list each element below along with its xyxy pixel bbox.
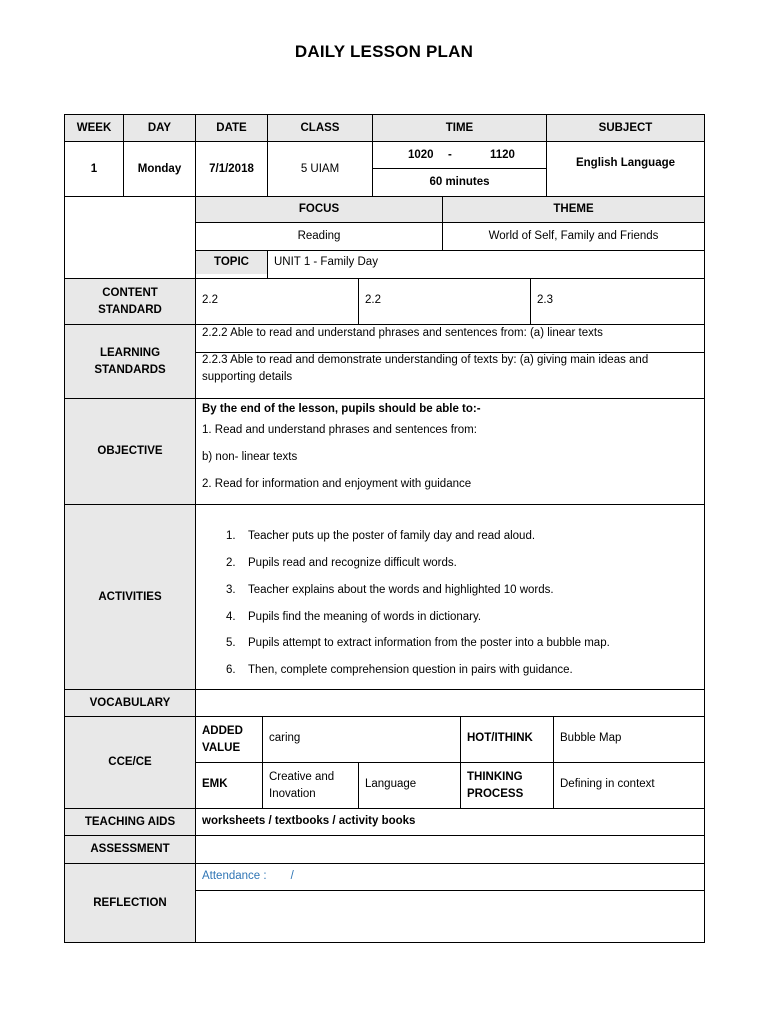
topic-label: TOPIC (196, 251, 267, 274)
content-standard-3: 2.3 (537, 293, 553, 306)
attendance-line (196, 864, 704, 888)
emk-label: EMK (202, 777, 228, 790)
theme-header: THEME (443, 197, 704, 222)
assessment-label: ASSESSMENT (65, 836, 195, 863)
week-value: 1 (90, 162, 98, 175)
activity-number: 2. (226, 557, 236, 569)
activity-text: Teacher puts up the poster of family day and read aloud. (248, 530, 536, 542)
attendance-slash: / (290, 869, 294, 882)
activity-item (226, 584, 554, 596)
activity-number: 6. (226, 664, 236, 676)
topic-value: UNIT 1 - Family Day (274, 256, 378, 268)
time-range (373, 142, 546, 168)
time-dash: - (448, 148, 452, 161)
activity-number: 3. (226, 584, 236, 596)
attendance-label: Attendance : (202, 869, 267, 882)
activities-label: ACTIVITIES (65, 505, 195, 689)
objective-label: OBJECTIVE (65, 399, 195, 504)
hot-ithink-label: HOT/ITHINK (467, 731, 533, 744)
thinking-process-value: Defining in context (560, 777, 655, 790)
date-header: DATE (196, 115, 267, 141)
content-standard-label: CONTENT STANDARD (65, 279, 195, 324)
content-standard-1: 2.2 (202, 293, 218, 306)
focus-header: FOCUS (196, 197, 442, 222)
objective-line-3: 2. Read for information and enjoyment with guidance (202, 478, 472, 490)
objective-line-1: 1. Read and understand phrases and sentences from: (202, 424, 477, 436)
added-value: caring (269, 731, 301, 744)
learning-standard-2: 2.2.3 Able to read and demonstrate understanding of texts by: (a) giving main ideas and supporting details (202, 354, 649, 383)
reflection-label: REFLECTION (65, 864, 195, 942)
cce-label: CCE/CE (65, 717, 195, 808)
emk-value-1: Creative and Inovation (269, 770, 335, 800)
activity-text: Pupils read and recognize difficult words. (248, 557, 457, 569)
learning-standard-1: 2.2.2 Able to read and understand phrases and sentences from: (a) linear texts (202, 326, 603, 339)
day-header: DAY (124, 115, 195, 141)
activity-text: Pupils find the meaning of words in dictionary. (248, 611, 482, 623)
hot-ithink-value: Bubble Map (560, 731, 622, 744)
activity-number: 1. (226, 530, 236, 542)
activity-number: 4. (226, 611, 236, 623)
subject-header: SUBJECT (547, 115, 704, 141)
teaching-aids-label: TEACHING AIDS (65, 809, 195, 835)
objective-intro: By the end of the lesson, pupils should be able to:- (202, 403, 481, 415)
theme-value: World of Self, Family and Friends (488, 230, 659, 242)
added-value-label: ADDED VALUE (202, 724, 243, 754)
class-value: 5 UIAM (300, 162, 340, 175)
time-end: 1120 (490, 148, 515, 161)
day-value: Monday (137, 162, 182, 175)
time-start: 1020 (408, 148, 434, 161)
teaching-aids-value: worksheets / textbooks / activity books (202, 814, 416, 827)
focus-value: Reading (297, 230, 341, 242)
emk-value-2: Language (365, 777, 417, 790)
activity-item (226, 611, 481, 623)
vocabulary-value (196, 690, 704, 716)
activity-item (226, 637, 610, 649)
vocabulary-label: VOCABULARY (65, 690, 195, 716)
activity-text: Then, complete comprehension question in pairs with guidance. (248, 664, 573, 676)
activity-item (226, 664, 573, 676)
date-value: 7/1/2018 (209, 162, 254, 175)
activity-text: Pupils attempt to extract information from the poster into a bubble map. (248, 637, 610, 649)
time-header: TIME (373, 115, 546, 141)
subject-value: English Language (575, 156, 676, 169)
class-header: CLASS (268, 115, 372, 141)
reflection-notes (196, 891, 704, 942)
objective-line-2: b) non- linear texts (202, 451, 298, 463)
duration: 60 minutes (429, 176, 490, 188)
activity-number: 5. (226, 637, 236, 649)
activity-item (226, 557, 457, 569)
thinking-process-label: THINKING PROCESS (467, 770, 524, 800)
activity-item (226, 530, 535, 542)
activity-text: Teacher explains about the words and highlighted 10 words. (248, 584, 554, 596)
page-title: DAILY LESSON PLAN (294, 42, 474, 61)
learning-standards-label: LEARNING STANDARDS (65, 325, 195, 398)
assessment-value (196, 836, 704, 863)
content-standard-2: 2.2 (365, 293, 381, 306)
week-header: WEEK (65, 115, 123, 141)
